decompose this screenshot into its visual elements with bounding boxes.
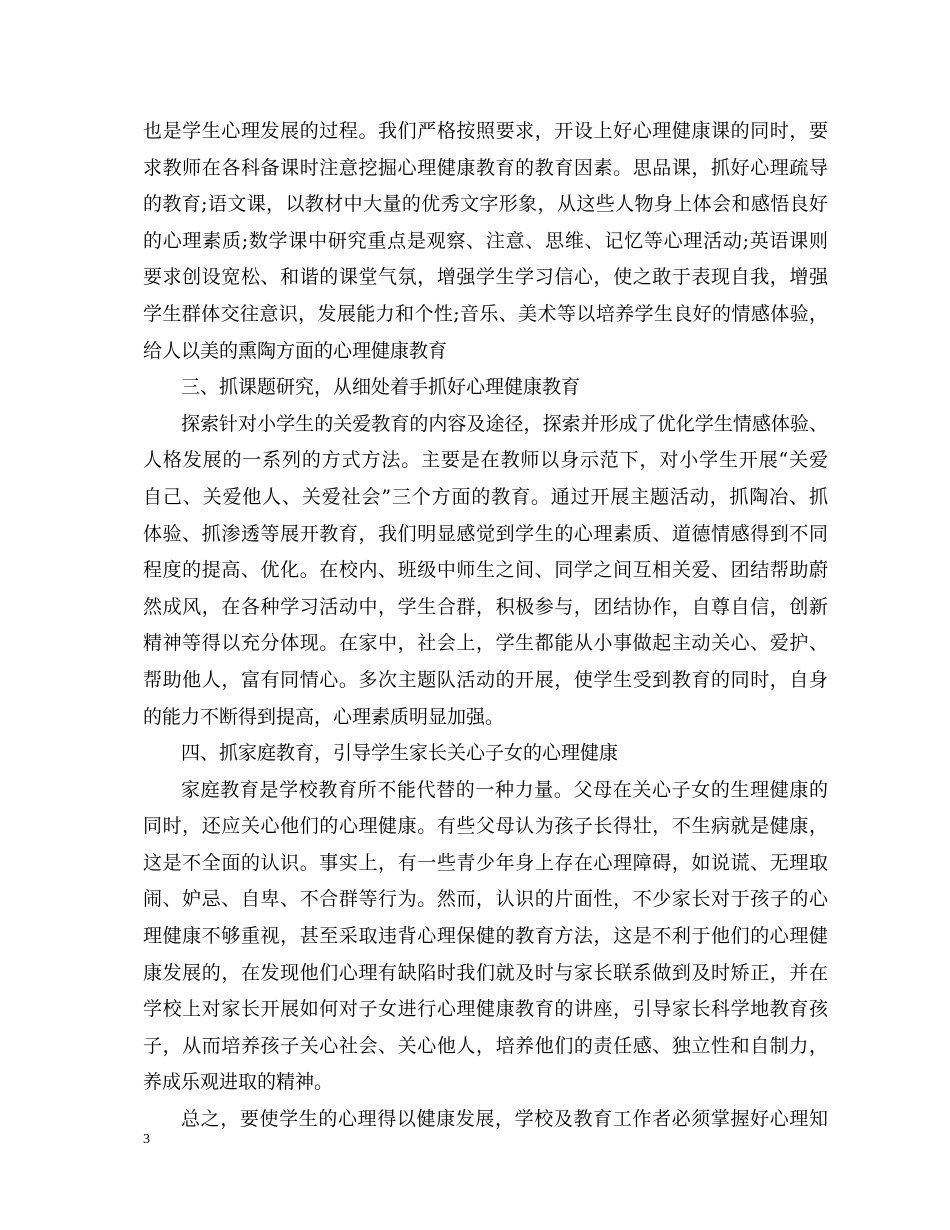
paragraph-family-line: 子，从而培养孩子关心社会、关心他人，培养他们的责任感、独立性和自制力， (143, 1034, 828, 1057)
paragraph-subject-integration-line: 求教师在各科备课时注意挖掘心理健康教育的教育因素。思品课，抓好心理疏导 (143, 156, 828, 179)
heading-research-line: 三、抓课题研究，从细处着手抓好心理健康教育 (181, 376, 581, 399)
paragraph-subject-integration-line: 给人以美的熏陶方面的心理健康教育 (143, 339, 448, 362)
paragraph-research-line: 精神等得以充分体现。在家中，社会上，学生都能从小事做起主动关心、爱护、 (143, 632, 828, 655)
paragraph-research-line: 自己、关爱他人、关爱社会”三个方面的教育。通过开展主题活动，抓陶冶、抓 (143, 485, 828, 508)
paragraph-family-line: 养成乐观进取的精神。 (143, 1071, 334, 1094)
page-number: 3 (143, 1132, 150, 1147)
paragraph-research-line: 然成风，在各种学习活动中，学生合群，积极参与，团结协作，自尊自信，创新 (143, 595, 828, 618)
paragraph-research-line: 探索针对小学生的关爱教育的内容及途径，探索并形成了优化学生情感体验、 (181, 412, 828, 435)
paragraph-research-line: 程度的提高、优化。在校内、班级中师生之间、同学之间互相关爱、团结帮助蔚 (143, 559, 828, 582)
paragraph-family-line: 这是不全面的认识。事实上，有一些青少年身上存在心理障碍，如说谎、无理取 (143, 851, 828, 874)
heading-family-line: 四、抓家庭教育，引导学生家长关心子女的心理健康 (181, 742, 619, 765)
body-text (143, 113, 828, 1138)
paragraph-subject-integration-line: 的教育;语文课，以教材中大量的优秀文字形象，从这些人物身上体会和感悟良好 (143, 193, 828, 216)
paragraph-conclusion-line: 总之，要使学生的心理得以健康发展，学校及教育工作者必须掌握好心理知 (181, 1108, 828, 1131)
paragraph-family-line: 康发展的，在发现他们心理有缺陷时我们就及时与家长联系做到及时矫正，并在 (143, 961, 828, 984)
paragraph-family-line: 家庭教育是学校教育所不能代替的一种力量。父母在关心子女的生理健康的 (181, 778, 828, 801)
paragraph-family-line: 同时，还应关心他们的心理健康。有些父母认为孩子长得壮，不生病就是健康， (143, 815, 828, 838)
paragraph-subject-integration-line: 的心理素质;数学课中研究重点是观察、注意、思维、记忆等心理活动;英语课则 (143, 229, 828, 252)
paragraph-family-line: 理健康不够重视，甚至采取违背心理保健的教育方法，这是不利于他们的心理健 (143, 925, 828, 948)
paragraph-research-line: 帮助他人，富有同情心。多次主题队活动的开展，使学生受到教育的同时，自身 (143, 668, 828, 691)
paragraph-subject-integration-line: 要求创设宽松、和谐的课堂气氛，增强学生学习信心，使之敢于表现自我，增强 (143, 266, 828, 289)
paragraph-research-line: 的能力不断得到提高，心理素质明显加强。 (143, 705, 505, 728)
paragraph-subject-integration-line: 也是学生心理发展的过程。我们严格按照要求，开设上好心理健康课的同时，要 (143, 120, 828, 142)
paragraph-family-line: 学校上对家长开展如何对子女进行心理健康教育的讲座，引导家长科学地教育孩 (143, 998, 828, 1021)
paragraph-subject-integration-line: 学生群体交往意识，发展能力和个性;音乐、美术等以培养学生良好的情感体验， (143, 302, 828, 325)
paragraph-research-line: 人格发展的一系列的方式方法。主要是在教师以身示范下，对小学生开展“关爱 (143, 449, 828, 472)
paragraph-family-line: 闹、妒忌、自卑、不合群等行为。然而，认识的片面性，不少家长对于孩子的心 (143, 888, 828, 911)
paragraph-research-line: 体验、抓渗透等展开教育，我们明显感觉到学生的心理素质、道德情感得到不同 (143, 522, 828, 545)
